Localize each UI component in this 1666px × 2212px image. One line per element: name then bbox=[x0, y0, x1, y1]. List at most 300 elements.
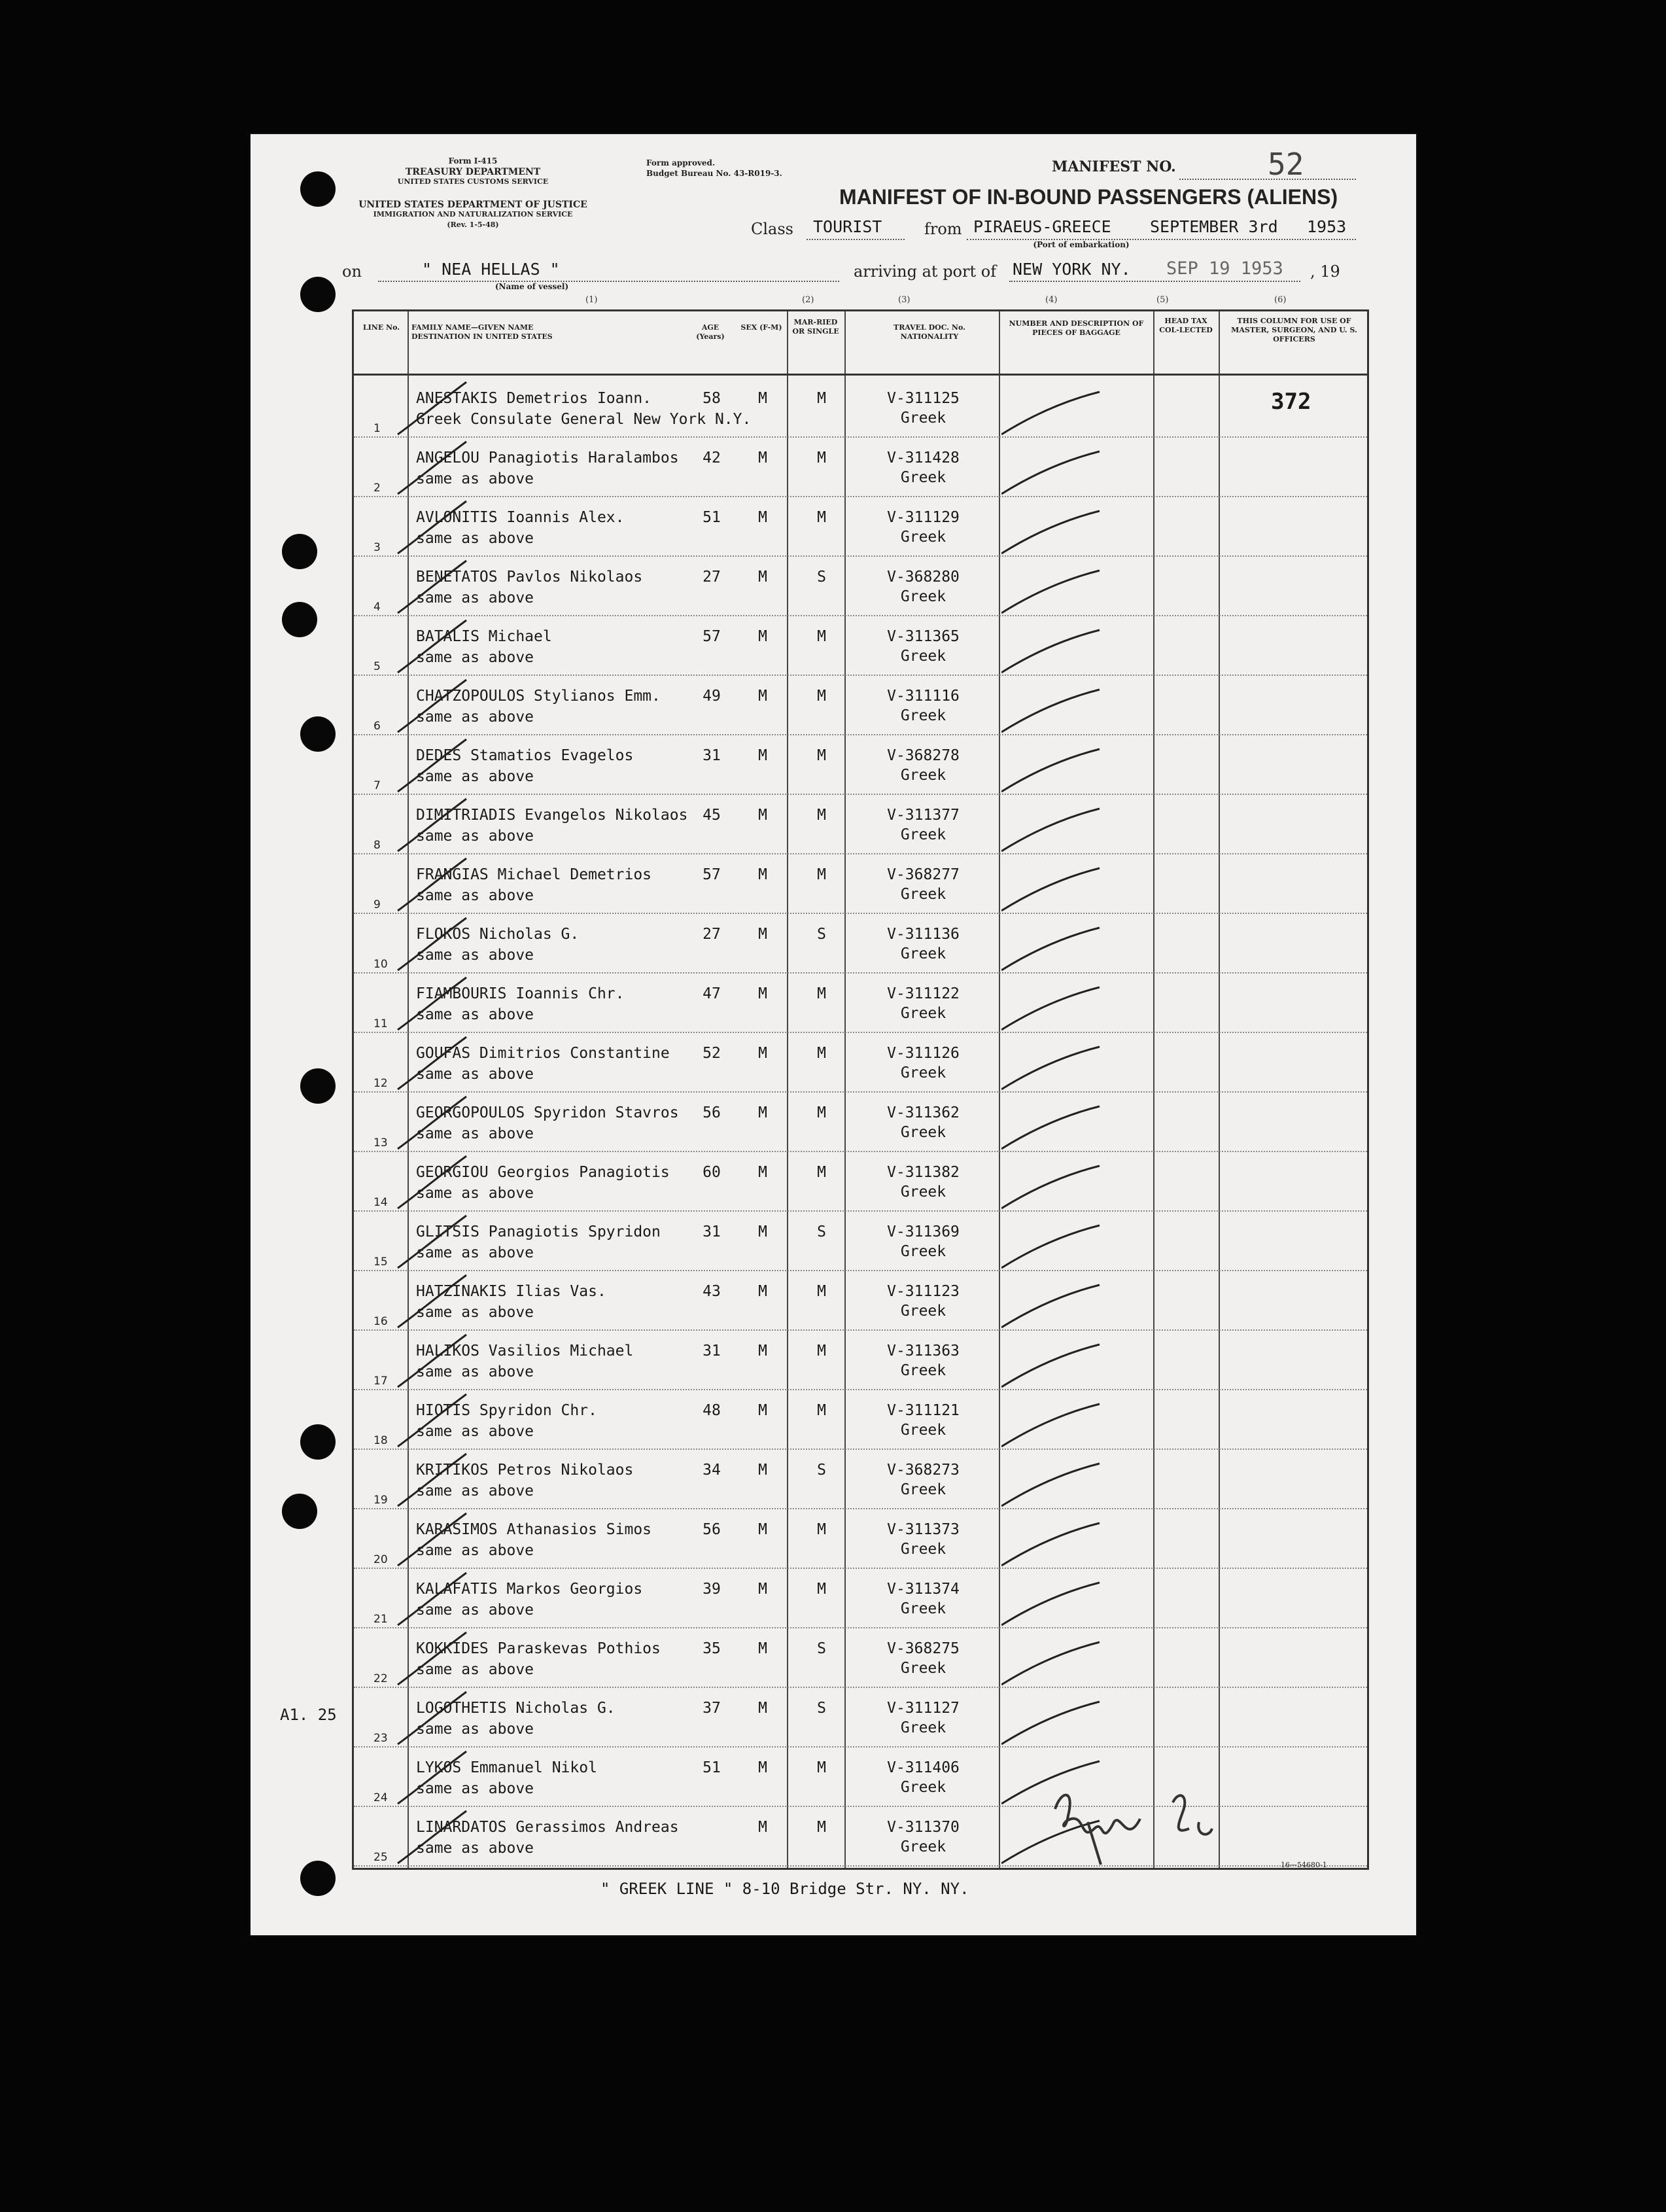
marital-status: M bbox=[817, 1581, 826, 1598]
age-value: 52 bbox=[703, 1045, 721, 1062]
sex-value: M bbox=[758, 1759, 767, 1776]
col-head-line-no: LINE No. bbox=[362, 323, 400, 332]
nationality: Greek bbox=[900, 1660, 946, 1677]
destination: same as above bbox=[416, 1363, 534, 1380]
table-row bbox=[354, 1329, 1367, 1390]
table-row bbox=[354, 496, 1367, 557]
marital-status: M bbox=[817, 449, 826, 466]
age-value: 37 bbox=[703, 1700, 721, 1717]
line-number: 13 bbox=[373, 1136, 388, 1150]
col-number-6: (6) bbox=[1274, 295, 1287, 305]
travel-doc-number: V-311362 bbox=[887, 1104, 960, 1121]
vessel-name: " NEA HELLAS " bbox=[422, 260, 560, 279]
line-number: 8 bbox=[373, 839, 381, 852]
marital-status: S bbox=[817, 1640, 826, 1657]
destination: same as above bbox=[416, 1840, 534, 1857]
line-number: 9 bbox=[373, 898, 381, 911]
manifest-number: 52 bbox=[1268, 147, 1304, 182]
passenger-name: ANESTAKIS Demetrios Ioann. bbox=[416, 390, 652, 407]
check-mark-icon bbox=[394, 1568, 473, 1630]
line-number: 14 bbox=[373, 1196, 388, 1209]
baggage-tick-icon bbox=[1001, 620, 1106, 679]
sex-value: M bbox=[758, 1462, 767, 1479]
check-mark-icon bbox=[394, 853, 473, 915]
binder-hole bbox=[300, 277, 336, 312]
check-mark-icon bbox=[394, 794, 473, 856]
col-head-head-tax: HEAD TAX COL-LECTED bbox=[1159, 317, 1213, 334]
baggage-tick-icon bbox=[1001, 1454, 1106, 1513]
nationality: Greek bbox=[900, 945, 946, 962]
baggage-tick-icon bbox=[1001, 382, 1106, 441]
age-value: 35 bbox=[703, 1640, 721, 1657]
passenger-name: DIMITRIADIS Evangelos Nikolaos bbox=[416, 807, 688, 824]
passenger-name: ANGELOU Panagiotis Haralambos bbox=[416, 449, 679, 466]
sex-value: M bbox=[758, 390, 767, 407]
age-value: 34 bbox=[703, 1462, 721, 1479]
table-row bbox=[354, 794, 1367, 854]
line-number: 11 bbox=[373, 1017, 388, 1030]
passenger-name: FLOKOS Nicholas G. bbox=[416, 926, 580, 943]
age-value: 42 bbox=[703, 449, 721, 466]
age-value: 31 bbox=[703, 747, 721, 764]
nationality: Greek bbox=[900, 1064, 946, 1081]
sex-value: M bbox=[758, 1521, 767, 1538]
col-number-4: (4) bbox=[1045, 295, 1058, 305]
sex-value: M bbox=[758, 866, 767, 883]
sex-value: M bbox=[758, 926, 767, 943]
line-number: 1 bbox=[373, 422, 381, 435]
baggage-tick-icon bbox=[1001, 442, 1106, 500]
arrival-line bbox=[1009, 281, 1300, 282]
check-mark-icon bbox=[394, 913, 473, 975]
age-value: 31 bbox=[703, 1343, 721, 1360]
binder-hole bbox=[282, 602, 317, 637]
form-number: Form I-415 bbox=[448, 156, 498, 166]
marital-status: M bbox=[817, 1759, 826, 1776]
passenger-name: CHATZOPOULOS Stylianos Emm. bbox=[416, 688, 661, 705]
check-mark-icon bbox=[394, 1687, 473, 1749]
destination: same as above bbox=[416, 947, 534, 964]
sex-value: M bbox=[758, 1164, 767, 1181]
passenger-name: LINARDATOS Gerassimos Andreas bbox=[416, 1819, 679, 1836]
table-row bbox=[354, 555, 1367, 616]
binder-hole bbox=[300, 1861, 336, 1896]
travel-doc-number: V-311123 bbox=[887, 1283, 960, 1300]
page-title: MANIFEST OF IN-BOUND PASSENGERS (ALIENS) bbox=[839, 185, 1338, 209]
check-mark-icon bbox=[394, 1746, 473, 1808]
on-label: on bbox=[342, 262, 362, 281]
travel-doc-number: V-311373 bbox=[887, 1521, 960, 1538]
table-row bbox=[354, 377, 1367, 438]
marital-status: S bbox=[817, 1462, 826, 1479]
nationality: Greek bbox=[900, 1541, 946, 1558]
class-value: TOURIST bbox=[813, 217, 882, 236]
line-number: 23 bbox=[373, 1732, 388, 1745]
baggage-tick-icon bbox=[1001, 918, 1106, 977]
table-row bbox=[354, 1687, 1367, 1747]
age-value: 57 bbox=[703, 628, 721, 645]
line-number: 17 bbox=[373, 1375, 388, 1388]
age-value: 51 bbox=[703, 1759, 721, 1776]
marital-status: M bbox=[817, 390, 826, 407]
customs-service: UNITED STATES CUSTOMS SERVICE bbox=[397, 177, 549, 186]
age-value: 58 bbox=[703, 390, 721, 407]
age-value: 48 bbox=[703, 1402, 721, 1419]
manifest-no-label: MANIFEST NO. bbox=[1052, 158, 1176, 175]
marital-status: M bbox=[817, 1402, 826, 1419]
passenger-name: AVLONITIS Ioannis Alex. bbox=[416, 509, 625, 526]
table-row bbox=[354, 853, 1367, 914]
budget-bureau: Budget Bureau No. 43-R019-3. bbox=[646, 169, 782, 178]
travel-doc-number: V-311127 bbox=[887, 1700, 960, 1717]
check-mark-icon bbox=[394, 436, 473, 499]
passenger-name: BENETATOS Pavlos Nikolaos bbox=[416, 569, 643, 586]
table-row bbox=[354, 436, 1367, 497]
baggage-tick-icon bbox=[1001, 1097, 1106, 1155]
passenger-name: BATALIS Michael bbox=[416, 628, 552, 645]
vessel-caption: (Name of vessel) bbox=[495, 282, 569, 291]
nationality: Greek bbox=[900, 1184, 946, 1201]
baggage-tick-icon bbox=[1001, 1216, 1106, 1274]
sex-value: M bbox=[758, 1640, 767, 1657]
check-mark-icon bbox=[394, 1151, 473, 1213]
baggage-tick-icon bbox=[1001, 1037, 1106, 1096]
travel-doc-number: V-368273 bbox=[887, 1462, 960, 1479]
passenger-name: KARASIMOS Athanasios Simos bbox=[416, 1521, 652, 1538]
col-head-officers: THIS COLUMN FOR USE OF MASTER, SURGEON, AND U. S. OFFICERS bbox=[1231, 317, 1357, 343]
marital-status: M bbox=[817, 1045, 826, 1062]
check-mark-icon bbox=[394, 675, 473, 737]
sex-value: M bbox=[758, 1581, 767, 1598]
form-approved: Form approved. bbox=[646, 158, 716, 167]
destination: same as above bbox=[416, 1304, 534, 1321]
table-row bbox=[354, 1568, 1367, 1628]
annotation-372: 372 bbox=[1271, 389, 1311, 415]
form-code: 16—54680-1 bbox=[1281, 1861, 1327, 1869]
embarkation-year: 1953 bbox=[1307, 217, 1347, 236]
side-note: A1. 25 bbox=[280, 1706, 337, 1724]
sex-value: M bbox=[758, 628, 767, 645]
marital-status: M bbox=[817, 628, 826, 645]
binder-hole bbox=[282, 1494, 317, 1529]
line-number: 12 bbox=[373, 1077, 388, 1090]
destination: same as above bbox=[416, 649, 534, 666]
sex-value: M bbox=[758, 747, 767, 764]
destination: same as above bbox=[416, 1661, 534, 1678]
ins-service: IMMIGRATION AND NATURALIZATION SERVICE bbox=[373, 210, 573, 219]
sex-value: M bbox=[758, 569, 767, 586]
col-head-age: AGE (Years) bbox=[696, 323, 725, 341]
destination: same as above bbox=[416, 828, 534, 845]
travel-doc-number: V-368275 bbox=[887, 1640, 960, 1657]
travel-doc-number: V-311406 bbox=[887, 1759, 960, 1776]
travel-doc-number: V-311363 bbox=[887, 1343, 960, 1360]
marital-status: M bbox=[817, 807, 826, 824]
nationality: Greek bbox=[900, 1422, 946, 1439]
binder-hole bbox=[300, 1068, 336, 1104]
line-number: 16 bbox=[373, 1315, 388, 1328]
arrival-year-label: , 19 bbox=[1310, 262, 1340, 281]
nationality: Greek bbox=[900, 1779, 946, 1796]
passenger-name: HALIKOS Vasilios Michael bbox=[416, 1343, 634, 1360]
class-line bbox=[807, 239, 905, 240]
passenger-name: KALAFATIS Markos Georgios bbox=[416, 1581, 643, 1598]
travel-doc-number: V-311125 bbox=[887, 390, 960, 407]
destination: same as above bbox=[416, 589, 534, 606]
marital-status: M bbox=[817, 1343, 826, 1360]
age-value: 60 bbox=[703, 1164, 721, 1181]
travel-doc-number: V-311365 bbox=[887, 628, 960, 645]
marital-status: M bbox=[817, 688, 826, 705]
arriving-label: arriving at port of bbox=[854, 262, 997, 281]
destination: same as above bbox=[416, 1780, 534, 1797]
destination: same as above bbox=[416, 768, 534, 785]
travel-doc-number: V-311377 bbox=[887, 807, 960, 824]
check-mark-icon bbox=[394, 734, 473, 796]
nationality: Greek bbox=[900, 1481, 946, 1498]
table-row bbox=[354, 1508, 1367, 1569]
marital-status: S bbox=[817, 1223, 826, 1240]
age-value: 56 bbox=[703, 1521, 721, 1538]
nationality: Greek bbox=[900, 529, 946, 546]
destination: same as above bbox=[416, 1602, 534, 1619]
baggage-tick-icon bbox=[1001, 1335, 1106, 1394]
destination: same as above bbox=[416, 1483, 534, 1500]
travel-doc-number: V-311129 bbox=[887, 509, 960, 526]
line-number: 18 bbox=[373, 1434, 388, 1447]
passenger-name: LYKOS Emmanuel Nikol bbox=[416, 1759, 597, 1776]
col-head-married: MAR-RIED OR SINGLE bbox=[792, 318, 839, 336]
line-number: 25 bbox=[373, 1851, 388, 1864]
line-number: 6 bbox=[373, 720, 381, 733]
check-mark-icon bbox=[394, 1210, 473, 1273]
destination: Greek Consulate General New York N.Y. bbox=[416, 411, 752, 428]
sex-value: M bbox=[758, 509, 767, 526]
baggage-tick-icon bbox=[1001, 858, 1106, 917]
footer-line: " GREEK LINE " 8-10 Bridge Str. NY. NY. bbox=[600, 1880, 969, 1898]
from-line bbox=[967, 239, 1356, 240]
table-row bbox=[354, 1389, 1367, 1450]
from-label: from bbox=[924, 220, 962, 238]
binder-hole bbox=[300, 171, 336, 207]
age-value: 57 bbox=[703, 866, 721, 883]
marital-status: M bbox=[817, 1104, 826, 1121]
baggage-tick-icon bbox=[1001, 680, 1106, 739]
travel-doc-number: V-311122 bbox=[887, 985, 960, 1002]
age-value: 39 bbox=[703, 1581, 721, 1598]
marital-status: S bbox=[817, 569, 826, 586]
marital-status: M bbox=[817, 985, 826, 1002]
nationality: Greek bbox=[900, 886, 946, 903]
destination: same as above bbox=[416, 1066, 534, 1083]
nationality: Greek bbox=[900, 1838, 946, 1855]
travel-doc-number: V-311136 bbox=[887, 926, 960, 943]
travel-doc-number: V-311374 bbox=[887, 1581, 960, 1598]
passenger-name: KRITIKOS Petros Nikolaos bbox=[416, 1462, 634, 1479]
nationality: Greek bbox=[900, 410, 946, 427]
sex-value: M bbox=[758, 1223, 767, 1240]
line-number: 20 bbox=[373, 1553, 388, 1566]
check-mark-icon bbox=[394, 496, 473, 558]
passenger-name: KOKKIDES Paraskevas Pothios bbox=[416, 1640, 661, 1657]
destination: same as above bbox=[416, 1542, 534, 1559]
destination: same as above bbox=[416, 1721, 534, 1738]
binder-hole bbox=[282, 534, 317, 569]
baggage-tick-icon bbox=[1001, 1275, 1106, 1334]
treasury-dept: TREASURY DEPARTMENT bbox=[405, 167, 541, 177]
age-value: 47 bbox=[703, 985, 721, 1002]
baggage-tick-icon bbox=[1001, 1573, 1106, 1632]
baggage-tick-icon bbox=[1001, 1156, 1106, 1215]
line-number: 10 bbox=[373, 958, 388, 971]
revision: (Rev. 1-5-48) bbox=[447, 220, 499, 229]
travel-doc-number: V-311126 bbox=[887, 1045, 960, 1062]
destination: same as above bbox=[416, 1125, 534, 1142]
baggage-tick-icon bbox=[1001, 1632, 1106, 1691]
handwritten-initials-signature bbox=[1049, 1783, 1219, 1868]
col-head-travel-doc: TRAVEL DOC. No. NATIONALITY bbox=[894, 323, 965, 341]
table-row bbox=[354, 1627, 1367, 1688]
age-value: 51 bbox=[703, 509, 721, 526]
nationality: Greek bbox=[900, 1303, 946, 1320]
line-number: 5 bbox=[373, 660, 381, 673]
passenger-name: FIAMBOURIS Ioannis Chr. bbox=[416, 985, 625, 1002]
passenger-name: GOUFAS Dimitrios Constantine bbox=[416, 1045, 670, 1062]
passenger-name: GEORGOPOULOS Spyridon Stavros bbox=[416, 1104, 679, 1121]
col-head-sex: SEX (F-M) bbox=[740, 323, 782, 332]
table-row bbox=[354, 1448, 1367, 1509]
class-label: Class bbox=[751, 220, 793, 238]
nationality: Greek bbox=[900, 1005, 946, 1022]
col-head-baggage: NUMBER AND DESCRIPTION OF PIECES OF BAGGAGE bbox=[1009, 319, 1144, 337]
marital-status: M bbox=[817, 1819, 826, 1836]
table-row bbox=[354, 972, 1367, 1033]
travel-doc-number: V-311428 bbox=[887, 449, 960, 466]
nationality: Greek bbox=[900, 826, 946, 843]
port-of-embarkation: PIRAEUS-GREECE bbox=[973, 217, 1111, 236]
nationality: Greek bbox=[900, 767, 946, 784]
baggage-tick-icon bbox=[1001, 799, 1106, 858]
travel-doc-number: V-311382 bbox=[887, 1164, 960, 1181]
sex-value: M bbox=[758, 1283, 767, 1300]
justice-dept: UNITED STATES DEPARTMENT OF JUSTICE bbox=[358, 200, 587, 210]
sex-value: M bbox=[758, 1104, 767, 1121]
check-mark-icon bbox=[394, 1508, 473, 1570]
baggage-tick-icon bbox=[1001, 977, 1106, 1036]
passenger-name: LOGOTHETIS Nicholas G. bbox=[416, 1700, 616, 1717]
table-row bbox=[354, 675, 1367, 735]
marital-status: M bbox=[817, 509, 826, 526]
marital-status: S bbox=[817, 926, 826, 943]
sex-value: M bbox=[758, 449, 767, 466]
age-value: 31 bbox=[703, 1223, 721, 1240]
table-row bbox=[354, 734, 1367, 795]
destination: same as above bbox=[416, 1244, 534, 1261]
baggage-tick-icon bbox=[1001, 501, 1106, 560]
binder-hole bbox=[300, 716, 336, 752]
line-number: 19 bbox=[373, 1494, 388, 1507]
marital-status: M bbox=[817, 1521, 826, 1538]
check-mark-icon bbox=[394, 1448, 473, 1511]
check-mark-icon bbox=[394, 555, 473, 618]
marital-status: M bbox=[817, 866, 826, 883]
marital-status: S bbox=[817, 1700, 826, 1717]
marital-status: M bbox=[817, 1164, 826, 1181]
manifest-no-line bbox=[1179, 179, 1356, 180]
travel-doc-number: V-311116 bbox=[887, 688, 960, 705]
col-number-3: (3) bbox=[898, 295, 911, 305]
nationality: Greek bbox=[900, 1243, 946, 1260]
table-row bbox=[354, 1151, 1367, 1212]
line-number: 22 bbox=[373, 1672, 388, 1685]
destination: same as above bbox=[416, 470, 534, 487]
table-row bbox=[354, 1270, 1367, 1331]
col-number-5: (5) bbox=[1156, 295, 1169, 305]
travel-doc-number: V-368277 bbox=[887, 866, 960, 883]
arrival-date-stamp: SEP 19 1953 bbox=[1166, 258, 1283, 279]
baggage-tick-icon bbox=[1001, 1394, 1106, 1453]
age-value: 45 bbox=[703, 807, 721, 824]
check-mark-icon bbox=[394, 1091, 473, 1153]
destination: same as above bbox=[416, 1185, 534, 1202]
binder-hole bbox=[300, 1424, 336, 1460]
line-number: 4 bbox=[373, 601, 381, 614]
baggage-tick-icon bbox=[1001, 1692, 1106, 1751]
destination: same as above bbox=[416, 887, 534, 904]
sex-value: M bbox=[758, 1402, 767, 1419]
travel-doc-number: V-311121 bbox=[887, 1402, 960, 1419]
destination: same as above bbox=[416, 709, 534, 726]
passenger-name: DEDES Stamatios Evagelos bbox=[416, 747, 634, 764]
col-number-1: (1) bbox=[585, 295, 598, 305]
line-number: 24 bbox=[373, 1791, 388, 1804]
line-number: 2 bbox=[373, 482, 381, 495]
passenger-name: GLITSIS Panagiotis Spyridon bbox=[416, 1223, 661, 1240]
nationality: Greek bbox=[900, 707, 946, 724]
check-mark-icon bbox=[394, 1627, 473, 1689]
header-divider bbox=[354, 374, 1367, 376]
vessel-line bbox=[378, 281, 839, 282]
travel-doc-number: V-311369 bbox=[887, 1223, 960, 1240]
embarkation-date: SEPTEMBER 3rd bbox=[1150, 217, 1278, 236]
line-number: 21 bbox=[373, 1613, 388, 1626]
table-row bbox=[354, 1091, 1367, 1152]
age-value: 49 bbox=[703, 688, 721, 705]
passenger-name: GEORGIOU Georgios Panagiotis bbox=[416, 1164, 670, 1181]
line-number: 3 bbox=[373, 541, 381, 554]
baggage-tick-icon bbox=[1001, 1513, 1106, 1572]
travel-doc-number: V-368278 bbox=[887, 747, 960, 764]
line-number: 7 bbox=[373, 779, 381, 792]
check-mark-icon bbox=[394, 1329, 473, 1392]
destination: same as above bbox=[416, 1006, 534, 1023]
sex-value: M bbox=[758, 1819, 767, 1836]
check-mark-icon bbox=[394, 1270, 473, 1332]
sex-value: M bbox=[758, 807, 767, 824]
marital-status: M bbox=[817, 1283, 826, 1300]
travel-doc-number: V-368280 bbox=[887, 569, 960, 586]
check-mark-icon bbox=[394, 615, 473, 677]
check-mark-icon bbox=[394, 1806, 473, 1868]
marital-status: M bbox=[817, 747, 826, 764]
table-row bbox=[354, 913, 1367, 974]
arrival-port: NEW YORK NY. bbox=[1013, 260, 1131, 279]
sex-value: M bbox=[758, 1343, 767, 1360]
baggage-tick-icon bbox=[1001, 561, 1106, 620]
check-mark-icon bbox=[394, 972, 473, 1034]
check-mark-icon bbox=[394, 1032, 473, 1094]
passenger-name: HIOTIS Spyridon Chr. bbox=[416, 1402, 597, 1419]
